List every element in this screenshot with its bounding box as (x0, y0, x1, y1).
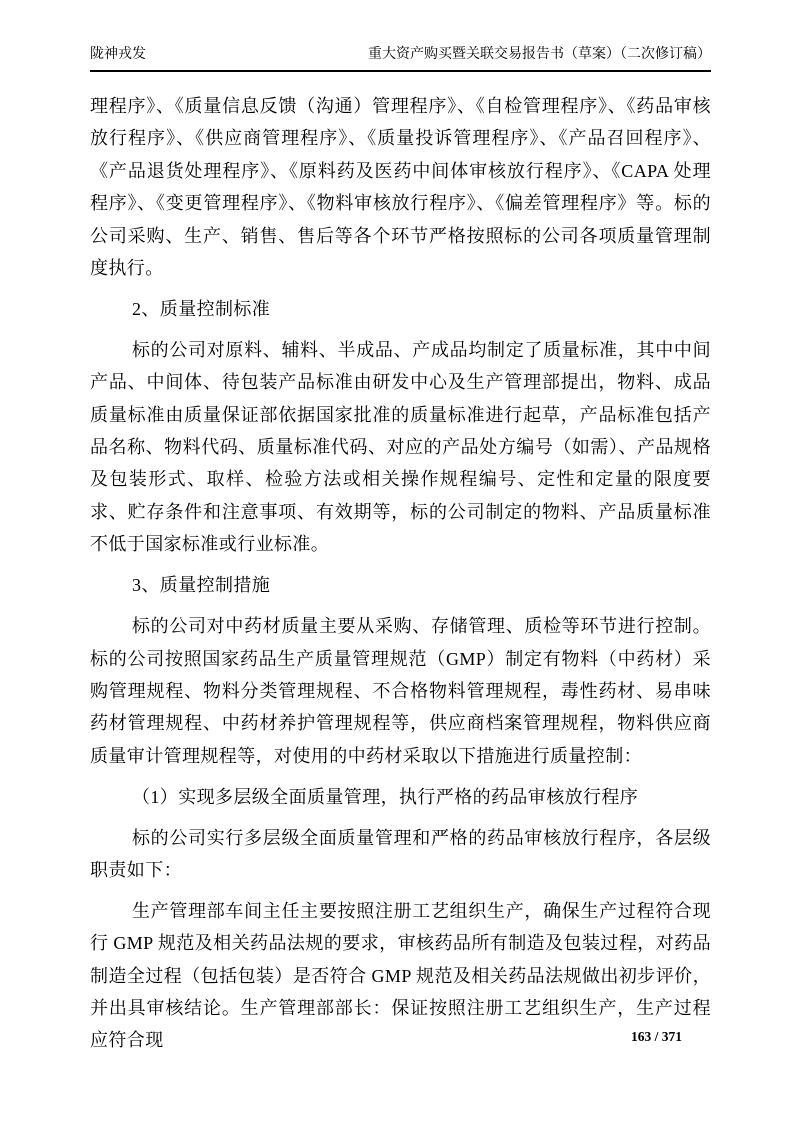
document-title: 重大资产购买暨关联交易报告书（草案）（二次修订稿） (368, 47, 711, 62)
list-item-heading: （1）实现多层级全面质量管理，执行严格的药品审核放行程序 (132, 786, 639, 807)
section-heading-2: 2、质量控制标准 (132, 298, 271, 319)
company-short-name: 陇神戎发 (90, 47, 146, 62)
page-header (90, 46, 711, 72)
paragraph: 标的公司实行多层级全面质量管理和严格的药品审核放行程序，各层级职责如下： (90, 827, 711, 880)
paragraph-continuation: 理程序》、《质量信息反馈（沟通）管理程序》、《自检管理程序》、《药品审核放行程序》、《供应商管理程序》、《质量投诉管理程序》、《产品召回程序》、《产品退货处理程序》、《原料药及医药中间体审核放行程序》、《CAPA 处理程序》、《变更管理程序》、《物料审核放行程序》、《偏差管理程序》等。标的公司采购、生产、销售、售后等各个环节严格按照标的公司各项质量管理制度执行。 (90, 96, 711, 279)
paragraph: 标的公司对中药材质量主要从采购、存储管理、质检等环节进行控制。标的公司按照国家药品生产质量管理规范（GMP）制定有物料（中药材）采购管理规程、物料分类管理规程、不合格物料管理规程，毒性药材、易串味药材管理规程、中药材养护管理规程等，供应商档案管理规程，物料供应商质量审计管理规程等，对使用的中药材采取以下措施进行质量控制： (90, 616, 711, 766)
section-heading-3: 3、质量控制措施 (132, 575, 271, 596)
paragraph: 标的公司对原料、辅料、半成品、产成品均制定了质量标准，其中中间产品、中间体、待包装产品标准由研发中心及生产管理部提出，物料、成品质量标准由质量保证部依据国家批准的质量标准进行起草，产品标准包括产品名称、物料代码、质量标准代码、对应的产品处方编号（如需）、产品规格及包装形式、取样、检验方法或相关操作规程编号、定性和定量的限度要求、贮存条件和注意事项、有效期等，标的公司制定的物料、产品质量标准不低于国家标准或行业标准。 (90, 339, 711, 555)
page-number: 163 / 371 (630, 1029, 682, 1044)
paragraph: 生产管理部车间主任主要按照注册工艺组织生产，确保生产过程符合现行 GMP 规范及相关药品法规的要求，审核药品所有制造及包装过程，对药品制造全过程（包括包装）是否符合 GMP 规范及相关药品法规做出初步评价，并出具审核结论。生产管理部部长：保证按照注册工艺组织生产，生产过程应符合现 (90, 900, 711, 1051)
document-body (90, 90, 711, 1057)
